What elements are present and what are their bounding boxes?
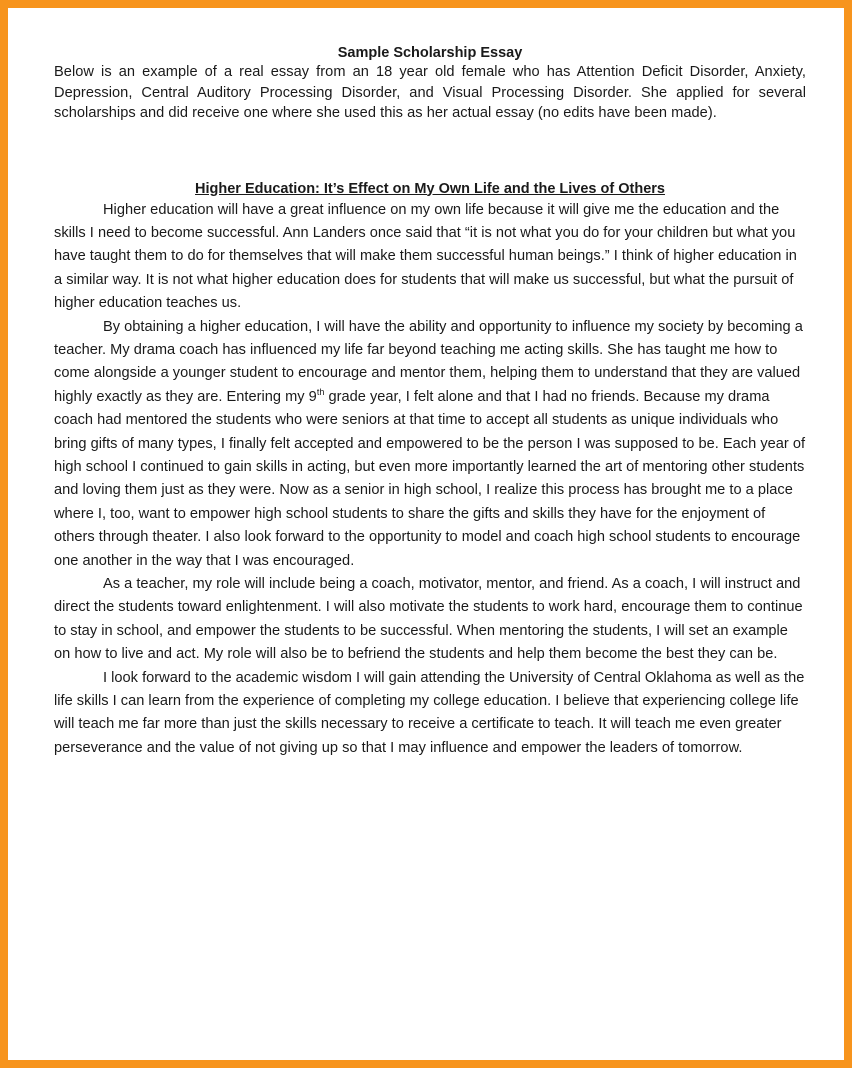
ordinal-superscript: th [316, 386, 325, 397]
intro-paragraph: Below is an example of a real essay from an 18 year old female who has Attention Deficit Disorder, Anxiety, Depression, Central Auditory Processing Disorder, and Visual Processing Disorder. She applied for several scholarships and did receive one where she used this as her actual essay (no edits have been made). [54, 64, 806, 121]
essay-paragraph-4: I look forward to the academic wisdom I will gain attending the University of Central Oklahoma as well as the life skills I can learn from the experience of completing my college education. I believe that experiencing college life will teach me far more than just the skills necessary to receive a certificate to teach. It will teach me even greater perseverance and the value of not giving up so that I may influence and empower the leaders of tomorrow. [54, 669, 805, 756]
paragraph-2-text-end: grade year, I felt alone and that I had no friends. Because my drama coach had mentored the students who were seniors at that time to accept all students as unique individuals who bring gifts of many types, I finally felt accepted and empowered to be the person I was supposed to be. Each year of high school I continued to gain skills in acting, but even more importantly learned the art of mentoring other students and loving them just as they were. Now as a senior in high school, I realize this process has brought me to a place where I, too, want to empower high school students to share the gifts and skills they have for the enjoyment of others through theater. I also look forward to the opportunity to model and coach high school students to encourage one another in the way that I was encouraged. [54, 388, 806, 569]
essay-paragraph-2 [54, 316, 806, 573]
essay-paragraph-3: As a teacher, my role will include being a coach, motivator, mentor, and friend. As a coach, I will instruct and direct the students toward enlightenment. I will also motivate the students to work hard, encourage them to continue to stay in school, and empower the students to be successful. When mentoring the students, I will set an example on how to live and act. My role will also be to befriend the students and help them become the best they can be. [54, 576, 803, 663]
essay-title: Higher Education: It’s Effect on My Own Life and the Lives of Others [195, 180, 665, 197]
essay-paragraph-1: Higher education will have a great influence on my own life because it will give me the education and the skills I need to become successful. Ann Landers once said that “it is not what you do for your children but what you have taught them to do for themselves that will make them successful human beings.” I think of higher education in a similar way. It is not what higher education does for students that will make us successful, but what the pursuit of higher education teaches us. [54, 201, 797, 312]
paragraph-2-text-start: By obtaining a higher education, I will have the ability and opportunity to influence my society by becoming a teacher. My drama coach has influenced my life far beyond teaching me acting skills. She has taught me how to come alongside a younger student to encourage and mentor them, helping them to understand that they are valued highly exactly as they are. Entering my 9 [54, 318, 803, 405]
document-title: Sample Scholarship Essay [337, 45, 523, 61]
document-content [54, 45, 806, 760]
